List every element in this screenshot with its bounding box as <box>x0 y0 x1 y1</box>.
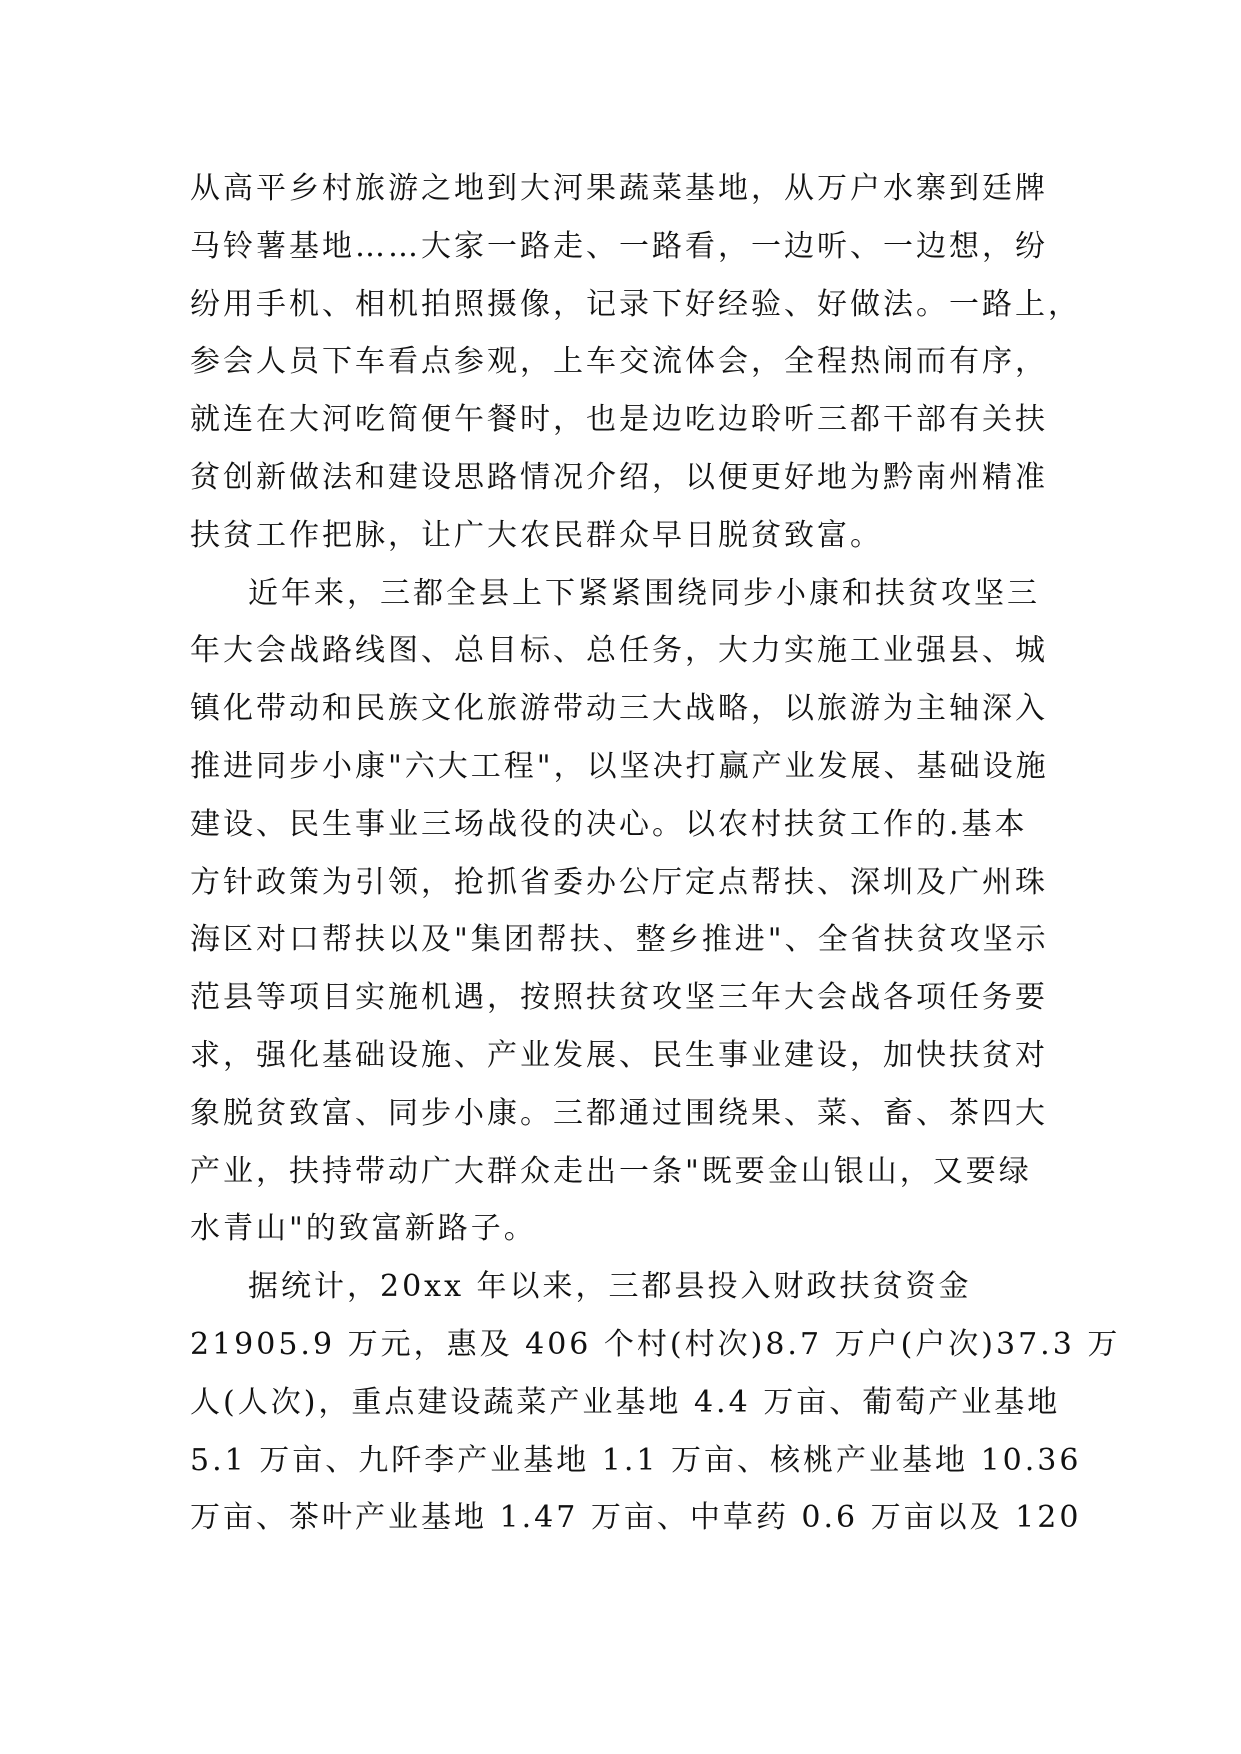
text-line: 人(人次)，重点建设蔬菜产业基地 4.4 万亩、葡萄产业基地 <box>190 1384 1061 1420</box>
text-line: 象脱贫致富、同步小康。三都通过围绕果、菜、畜、茶四大 <box>190 1095 1048 1131</box>
text-line: 贫创新做法和建设思路情况介绍，以便更好地为黔南州精准 <box>190 459 1048 495</box>
text-line: 产业，扶持带动广大群众走出一条"既要金山银山，又要绿 <box>190 1153 1032 1189</box>
text-line: 推进同步小康"六大工程"，以坚决打赢产业发展、基础设施 <box>190 748 1049 784</box>
text-line: 据统计，20xx 年以来，三都县投入财政扶贫资金 <box>248 1269 972 1305</box>
text-line: 近年来，三都全县上下紧紧围绕同步小康和扶贫攻坚三 <box>248 575 1040 611</box>
text-line: 就连在大河吃简便午餐时，也是边吃边聆听三都干部有关扶 <box>190 402 1048 438</box>
text-line: 海区对口帮扶以及"集团帮扶、整乡推进"、全省扶贫攻坚示 <box>190 922 1049 958</box>
text-line: 扶贫工作把脉，让广大农民群众早日脱贫致富。 <box>190 517 883 553</box>
text-line: 镇化带动和民族文化旅游带动三大战略，以旅游为主轴深入 <box>190 691 1048 727</box>
text-line: 5.1 万亩、九阡李产业基地 1.1 万亩、核桃产业基地 10.36 <box>190 1442 1082 1478</box>
paragraph-3 <box>190 1258 1121 1547</box>
paragraph-1 <box>190 160 1081 565</box>
text-line: 马铃薯基地……大家一路走、一路看，一边听、一边想，纷 <box>190 228 1048 264</box>
text-line: 求，强化基础设施、产业发展、民生事业建设，加快扶贫对 <box>190 1037 1048 1073</box>
text-line: 年大会战路线图、总目标、总任务，大力实施工业强县、城 <box>190 633 1048 669</box>
text-line: 建设、民生事业三场战役的决心。以农村扶贫工作的.基本 <box>190 806 1028 842</box>
text-line: 水青山"的致富新路子。 <box>190 1211 537 1247</box>
text-line: 从高平乡村旅游之地到大河果蔬菜基地，从万户水寨到廷牌 <box>190 171 1048 206</box>
document-body <box>190 160 1121 1547</box>
text-line: 参会人员下车看点参观，上车交流体会，全程热闹而有序， <box>190 344 1048 380</box>
text-line: 纷用手机、相机拍照摄像，记录下好经验、好做法。一路上， <box>190 286 1081 322</box>
text-line: 21905.9 万元，惠及 406 个村(村次)8.7 万户(户次)37.3 万 <box>190 1326 1121 1362</box>
text-line: 万亩、茶叶产业基地 1.47 万亩、中草药 0.6 万亩以及 120 <box>190 1500 1082 1536</box>
text-line: 范县等项目实施机遇，按照扶贫攻坚三年大会战各项任务要 <box>190 980 1048 1016</box>
text-line: 方针政策为引领，抢抓省委办公厅定点帮扶、深圳及广州珠 <box>190 864 1048 900</box>
paragraph-2 <box>190 565 1052 1259</box>
